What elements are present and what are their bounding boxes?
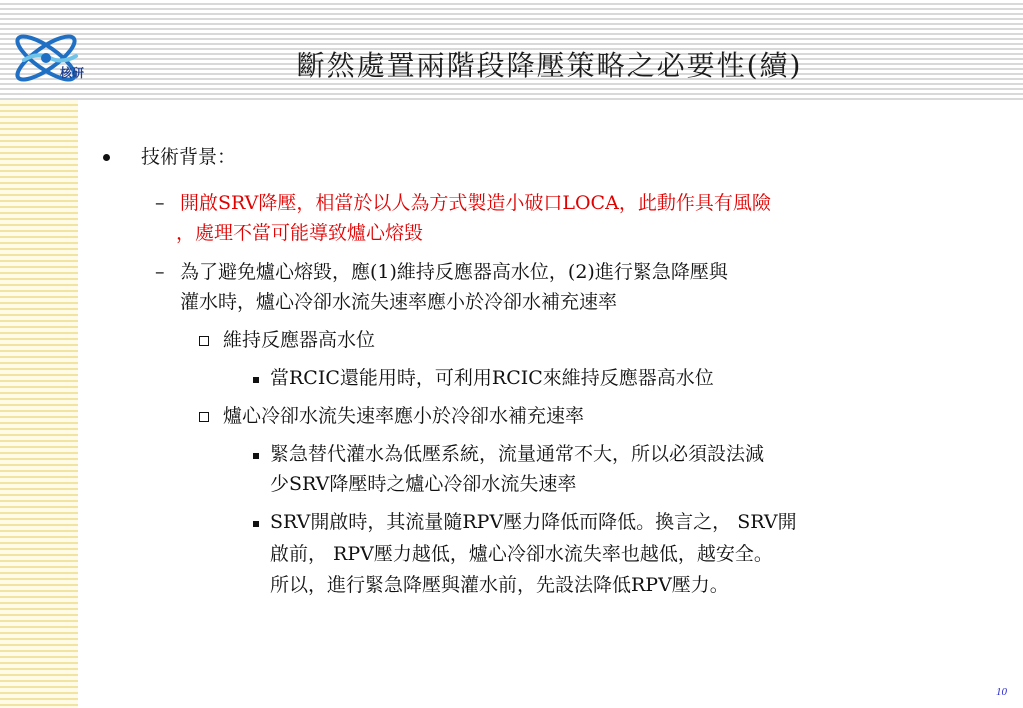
low-pressure-point-line2: 少SRV降壓時之爐心冷卻水流失速率 bbox=[270, 473, 577, 495]
dash-marker: – bbox=[155, 192, 165, 214]
bullet-dot bbox=[103, 154, 110, 161]
low-pressure-point-line1: 緊急替代灌水為低壓系統，流量通常不大，所以必須設法減 bbox=[270, 443, 765, 465]
hollow-square-bullet bbox=[199, 412, 209, 422]
sub-point-flow-rate: 爐心冷卻水流失速率應小於冷卻水補充速率 bbox=[223, 405, 585, 427]
dash-marker: – bbox=[155, 261, 165, 283]
logo-text: 核研 bbox=[60, 66, 85, 80]
page-number: 10 bbox=[996, 686, 1007, 698]
risk-statement-line1: 開啟SRV降壓，相當於以人為方式製造小破口LOCA，此動作具有風險 bbox=[180, 192, 771, 214]
srv-point-line2: 啟前， RPV壓力越低，爐心冷卻水流失率也越低，越安全。 bbox=[270, 543, 773, 565]
hollow-square-bullet bbox=[199, 336, 209, 346]
strategy-line1: 為了避免爐心熔毀，應(1)維持反應器高水位，(2)進行緊急降壓與 bbox=[180, 261, 728, 283]
risk-statement-line2: ，處理不當可能導致爐心熔毀 bbox=[176, 222, 424, 244]
slide-title: 斷然處置兩階段降壓策略之必要性(續) bbox=[296, 49, 803, 82]
section-label: 技術背景： bbox=[141, 146, 237, 168]
sub-point-water-level: 維持反應器高水位 bbox=[223, 329, 376, 351]
solid-square-bullet bbox=[253, 521, 259, 527]
rcic-point: 當RCIC還能用時，可利用RCIC來維持反應器高水位 bbox=[270, 367, 714, 389]
srv-point-line3: 所以，進行緊急降壓與灌水前，先設法降低RPV壓力。 bbox=[270, 574, 729, 596]
strategy-line2: 灌水時，爐心冷卻水流失速率應小於冷卻水補充速率 bbox=[180, 291, 618, 313]
sidebar-band bbox=[0, 100, 78, 708]
srv-point-line1: SRV開啟時，其流量隨RPV壓力降低而降低。換言之， SRV開 bbox=[270, 511, 797, 533]
solid-square-bullet bbox=[253, 377, 259, 383]
solid-square-bullet bbox=[253, 453, 259, 459]
